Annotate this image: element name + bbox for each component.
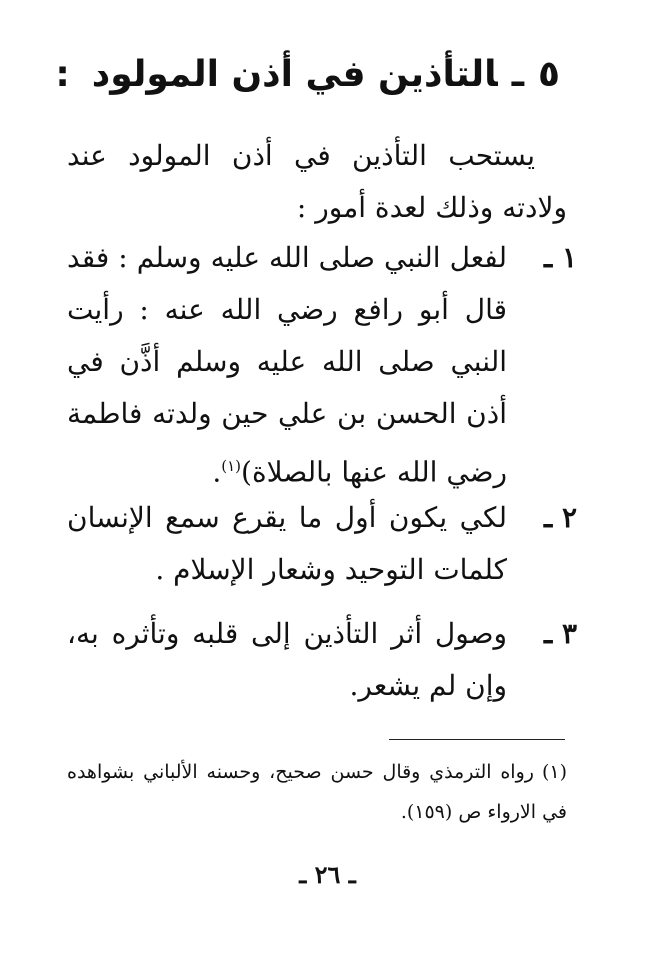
list-item-body: لفعل النبي صلى الله عليه وسلم : فقد قال أبو رافع رضي الله عنه : رأيت النبي صلى الله عليه وسلم أذَّن في أذن الحسن بن علي حين ولدته فاطمة رضي الله عنها بالصلاة) <box>67 241 507 489</box>
footnote <box>67 752 567 832</box>
list-item-marker: ٢ ـ <box>544 501 577 534</box>
section-colon: : <box>55 54 70 95</box>
footnote-number: (١) <box>541 761 567 783</box>
list-item <box>67 232 577 498</box>
list-item <box>67 492 577 596</box>
list-item-end: . <box>212 455 222 489</box>
list-item-text: لكي يكون أول ما يقرع سمع الإنسان كلمات التوحيد وشعار الإسلام . <box>67 501 507 586</box>
list-item-text <box>67 232 507 498</box>
section-heading <box>55 48 560 102</box>
section-dash: ـ <box>511 54 525 95</box>
footnote-reference[interactable]: (١) <box>221 457 242 475</box>
list-item-marker: ١ ـ <box>544 241 577 274</box>
section-number: ٥ <box>538 54 560 95</box>
list-item <box>67 608 577 712</box>
section-title: التأذين في أذن المولود <box>91 54 498 95</box>
footnote-text: رواه الترمذي وقال حسن صحيح، وحسنه الألباني بشواهده في الارواء ص (١٥٩). <box>67 761 567 823</box>
footnote-divider <box>389 739 565 740</box>
list-item-text: وصول أثر التأذين إلى قلبه وتأثره به، وإن لم يشعر. <box>67 617 507 702</box>
list-item-marker: ٣ ـ <box>544 617 577 650</box>
page-number: ـ ٢٦ ـ <box>299 860 356 889</box>
intro-paragraph: يستحب التأذين في أذن المولود عند ولادته وذلك لعدة أمور : <box>67 139 567 224</box>
